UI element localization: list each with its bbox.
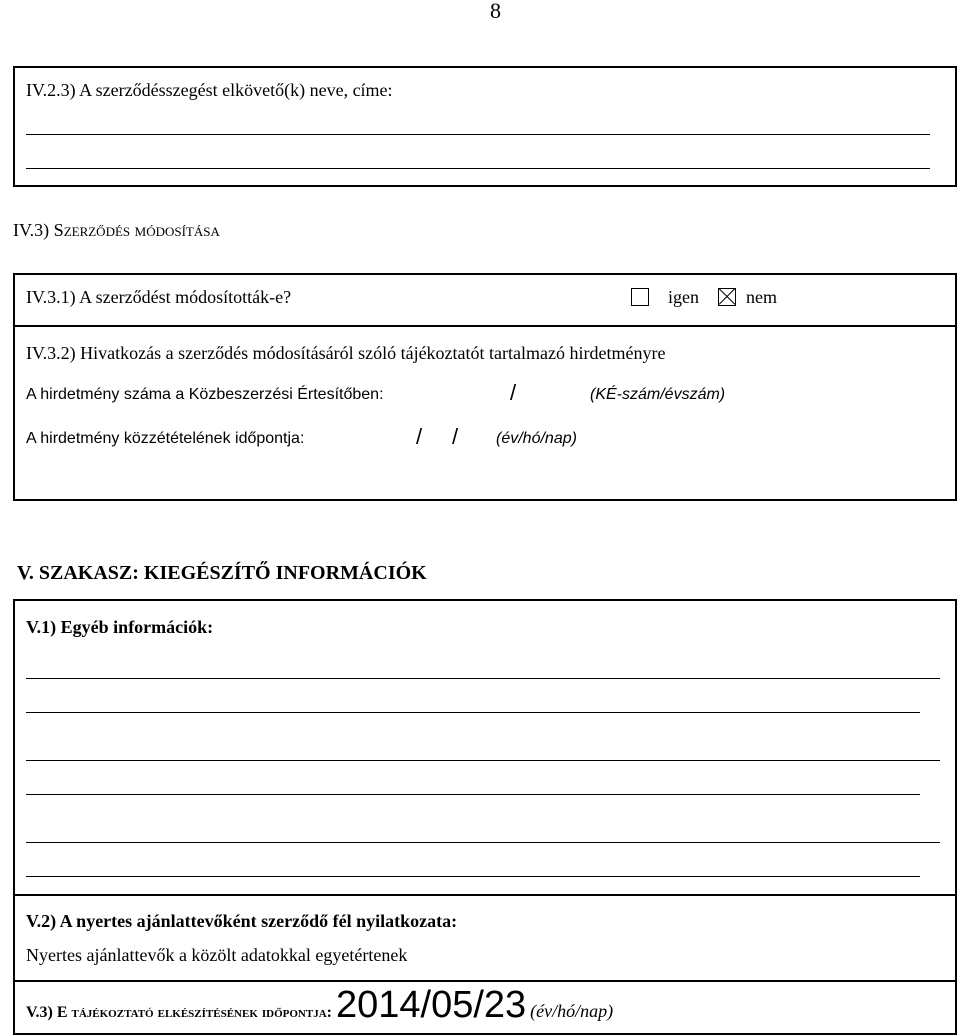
section-v-3-heading-rest: tájékoztató elkészítésének időpontja: <box>71 1004 332 1021</box>
notice-number-slash: / <box>510 380 517 405</box>
notice-date-format: (év/hó/nap) <box>496 430 577 447</box>
fill-line <box>26 678 940 679</box>
section-v-1-box <box>13 599 957 896</box>
section-v-2-statement: Nyertes ajánlattevők a közölt adatokkal egyetértenek <box>26 945 408 965</box>
page-number: 8 <box>490 0 501 23</box>
option-no-label: nem <box>746 287 777 307</box>
section-iv-2-3-heading: IV.2.3) A szerződésszegést elkövető(k) neve, címe: <box>26 80 393 100</box>
preparation-date-format: (év/hó/nap) <box>530 1001 614 1021</box>
fill-line <box>26 168 930 169</box>
fill-line <box>26 842 940 843</box>
option-yes-label: igen <box>668 287 699 307</box>
notice-date-slash-1: / <box>416 424 423 449</box>
fill-line <box>26 760 940 761</box>
section-v-2-heading: V.2) A nyertes ajánlattevőként szerződő fél nyilatkozata: <box>26 911 458 931</box>
section-v-heading: V. SZAKASZ: KIEGÉSZÍTŐ INFORMÁCIÓK <box>17 562 427 584</box>
fill-line <box>26 134 930 135</box>
section-iv-3-heading <box>13 220 220 241</box>
section-v-2-box <box>13 894 957 982</box>
notice-number-label: A hirdetmény száma a Közbeszerzési Értesítőben: <box>26 386 384 403</box>
notice-date-label: A hirdetmény közzétételének időpontja: <box>26 430 305 447</box>
section-v-3-line <box>26 984 613 1027</box>
section-iv-3-2-heading: IV.3.2) Hivatkozás a szerződés módosításáról szóló tájékoztatót tartalmazó hirdetményre <box>26 343 666 363</box>
checkbox-no[interactable] <box>718 288 736 306</box>
checkbox-yes[interactable] <box>631 288 649 306</box>
section-v-1-heading: V.1) Egyéb információk: <box>26 617 214 637</box>
fill-line <box>26 876 920 877</box>
notice-number-format: (KÉ-szám/évszám) <box>590 386 726 403</box>
section-iv-3-heading-rest: zerződés módosítása <box>63 220 220 240</box>
fill-line <box>26 712 920 713</box>
section-v-3-heading-prefix: V.3) E <box>26 1004 72 1021</box>
section-iv-3-heading-prefix: IV.3) S <box>13 220 64 240</box>
fill-line <box>26 794 920 795</box>
section-iv-3-1-question: IV.3.1) A szerződést módosították-e? <box>26 287 292 307</box>
preparation-date-value: 2014/05/23 <box>335 984 527 1026</box>
notice-date-slash-2: / <box>452 424 459 449</box>
